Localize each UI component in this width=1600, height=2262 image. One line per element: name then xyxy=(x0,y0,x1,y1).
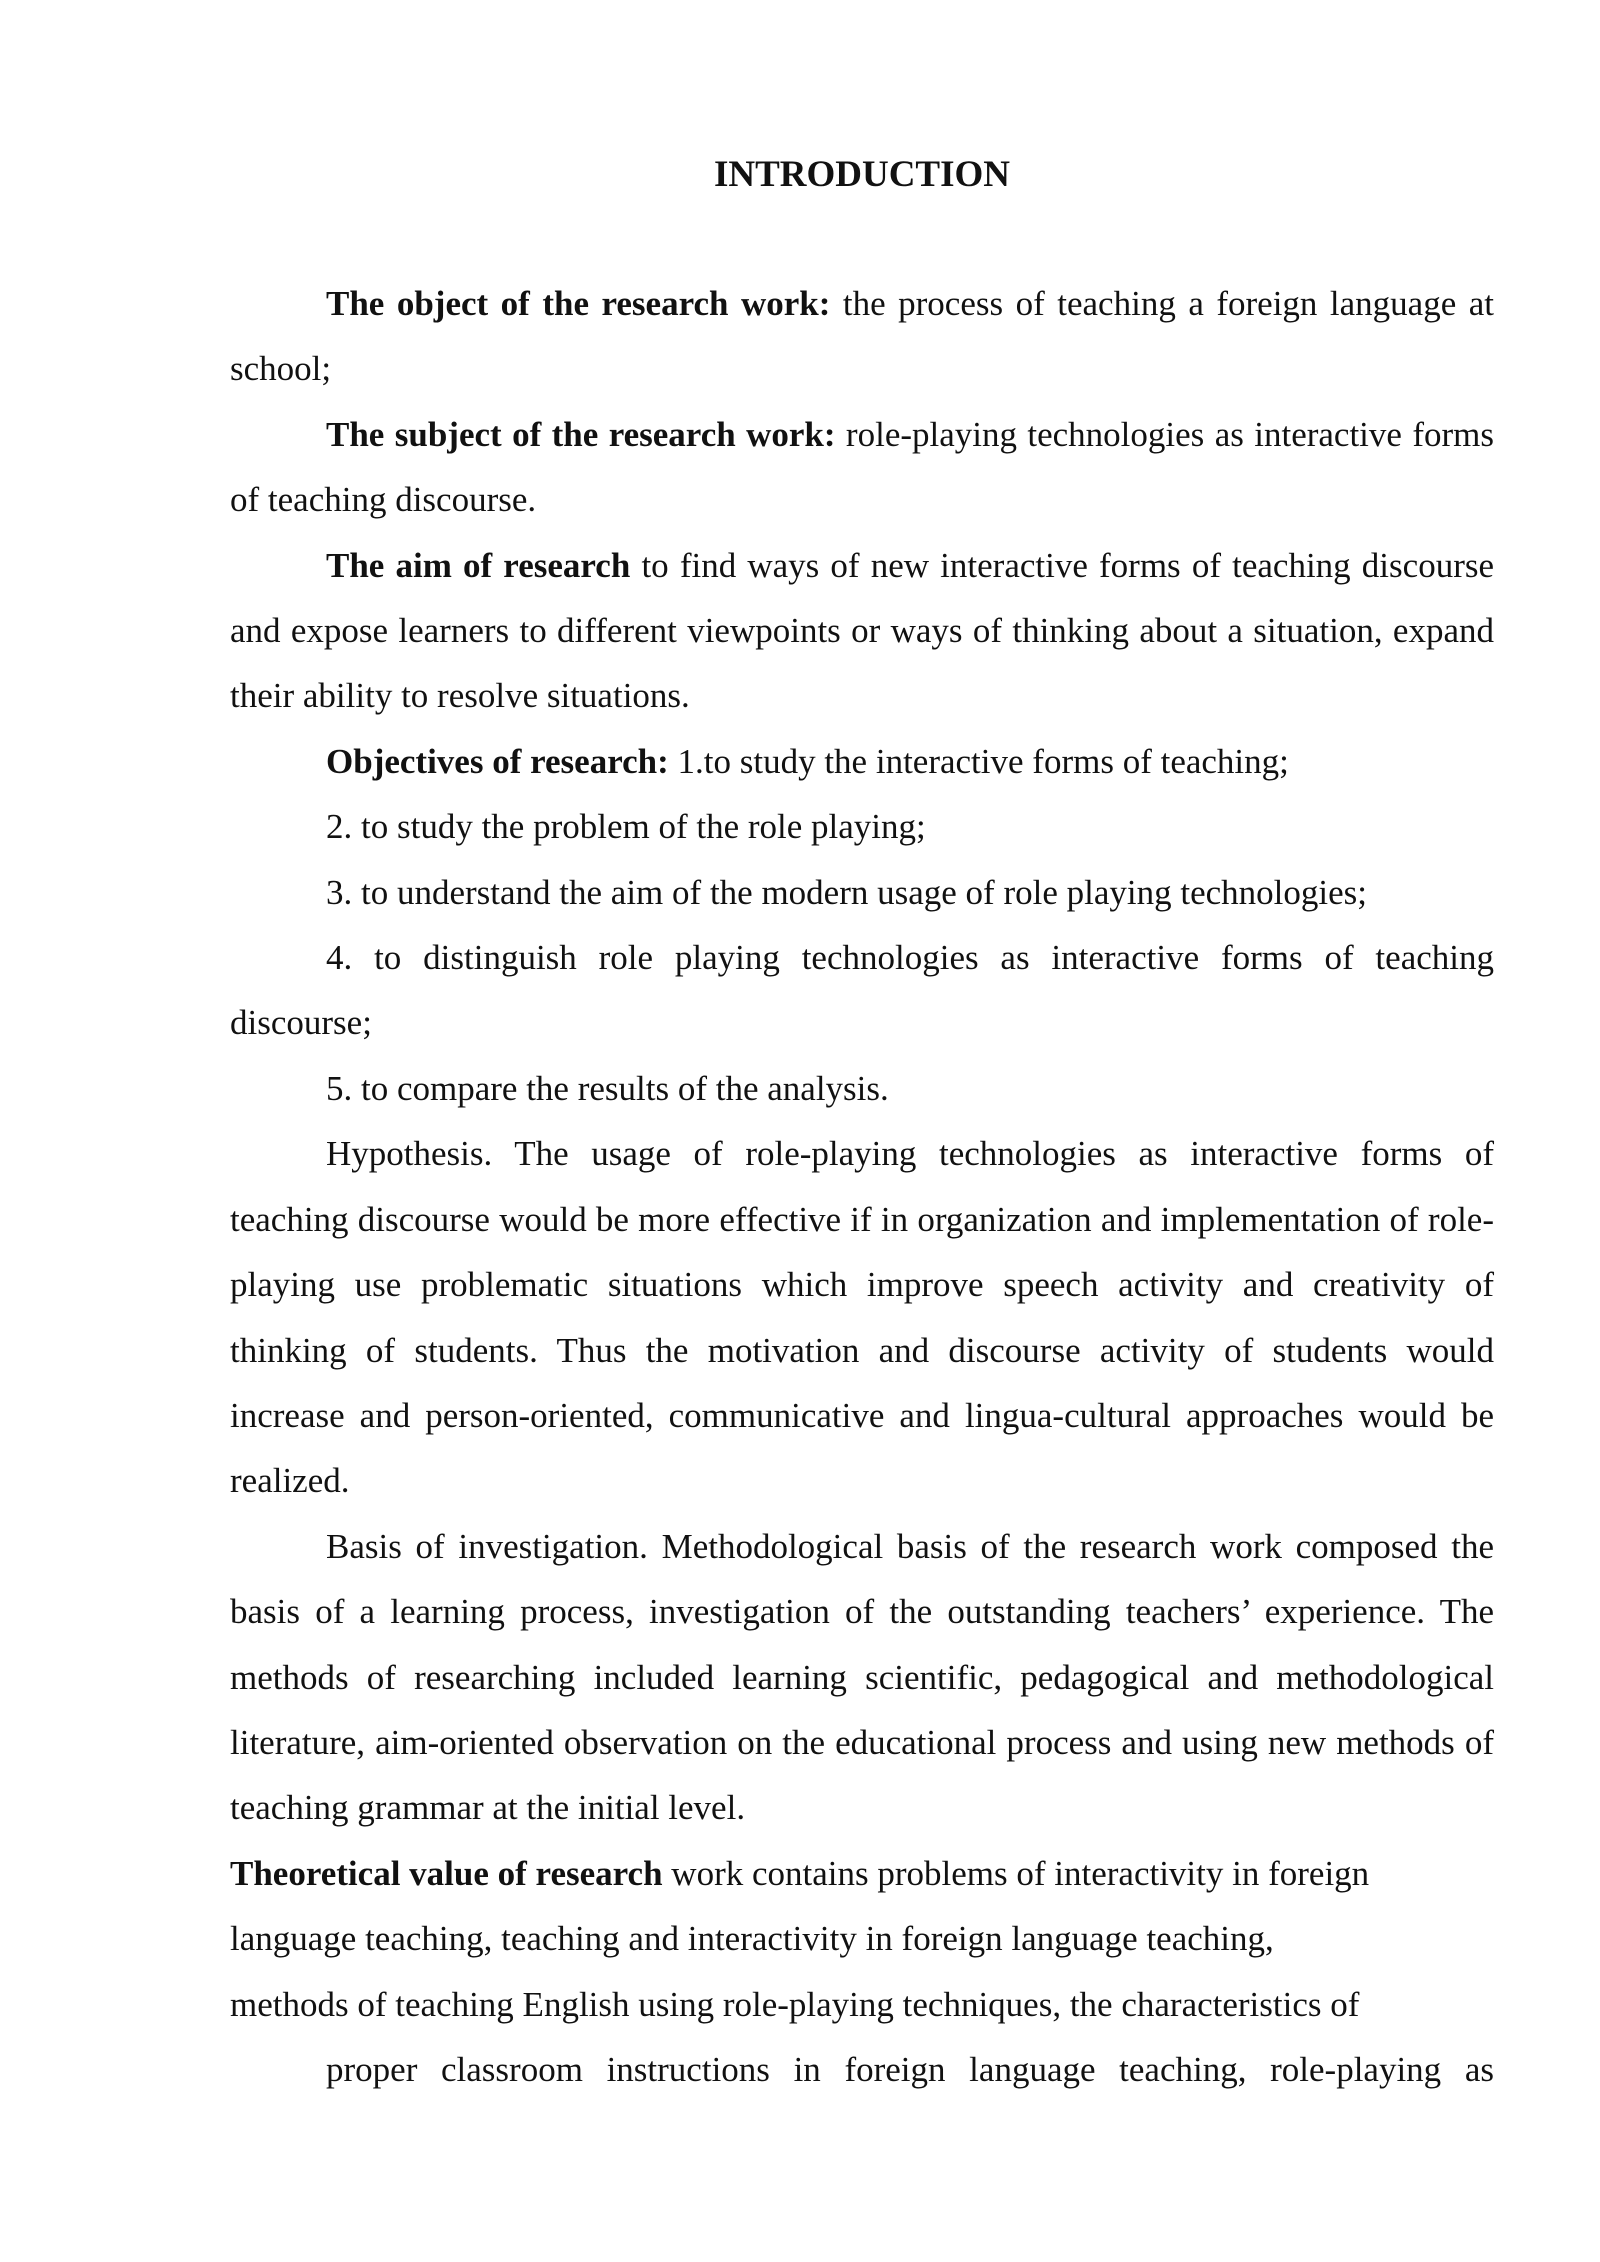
paragraph-object xyxy=(230,271,1494,402)
paragraph-text: to find ways of new interactive forms of teaching discourse and expose learners to different viewpoints or ways of thinking about a situation, expand their ability to resolve situations. xyxy=(230,545,1494,716)
paragraph-lead: The aim of research xyxy=(326,545,631,585)
paragraph-text: 1.to study the interactive forms of teaching; xyxy=(668,741,1289,781)
paragraph-text: work contains problems of interactivity in foreign language teaching, teaching and interactivity in foreign language teaching, xyxy=(230,1853,1370,1959)
objective-item: 4. to distinguish role playing technologies as interactive forms of teaching discourse; xyxy=(230,938,1494,1043)
paragraph-text: role-playing technologies as interactive forms of teaching discourse. xyxy=(230,414,1494,520)
objective-item: 3. to understand the aim of the modern usage of role playing technologies; xyxy=(326,872,1367,912)
paragraph-subject xyxy=(230,402,1494,533)
paragraph-lead: The object of the research work: xyxy=(326,284,831,323)
paragraph-basis: Basis of investigation. Methodological basis of the research work composed the basis of a learning process, investigation of the outstanding teachers’ experience. The methods of researching included learning scientific, pedagogical and methodological literature, aim-oriented observation on the educational process and using new methods of teaching grammar at the initial level. xyxy=(230,1526,1494,1828)
paragraph-aim xyxy=(230,533,1494,729)
document-title: INTRODUCTION xyxy=(713,154,1011,195)
paragraph-lead: Objectives of research: xyxy=(326,741,669,781)
paragraph-continuation: proper classroom instructions in foreign language teaching, role-playing as xyxy=(326,2049,1494,2089)
paragraph-text: the process of teaching a foreign language at school; xyxy=(230,284,1494,389)
paragraph-objectives xyxy=(230,729,1494,794)
paragraph-lead: Theoretical value of research xyxy=(230,1853,663,1893)
paragraph-hypothesis: Hypothesis. The usage of role-playing technologies as interactive forms of teaching discourse would be more effective if in organization and implementation of role-playing use problematic situations which improve speech activity and creativity of thinking of students. Thus the motivation and discourse activity of students would increase and person-oriented, communicative and lingua-cultural approaches would be realized. xyxy=(230,1134,1494,1501)
objective-item: 2. to study the problem of the role playing; xyxy=(326,807,926,847)
paragraph-continuation: methods of teaching English using role-playing techniques, the characteristics of xyxy=(230,1984,1360,2024)
paragraph-theoretical-value xyxy=(230,1841,1494,1972)
document-page xyxy=(230,145,1494,2102)
paragraph-lead: The subject of the research work: xyxy=(326,414,836,454)
objective-item: 5. to compare the results of the analysis. xyxy=(326,1068,889,1108)
